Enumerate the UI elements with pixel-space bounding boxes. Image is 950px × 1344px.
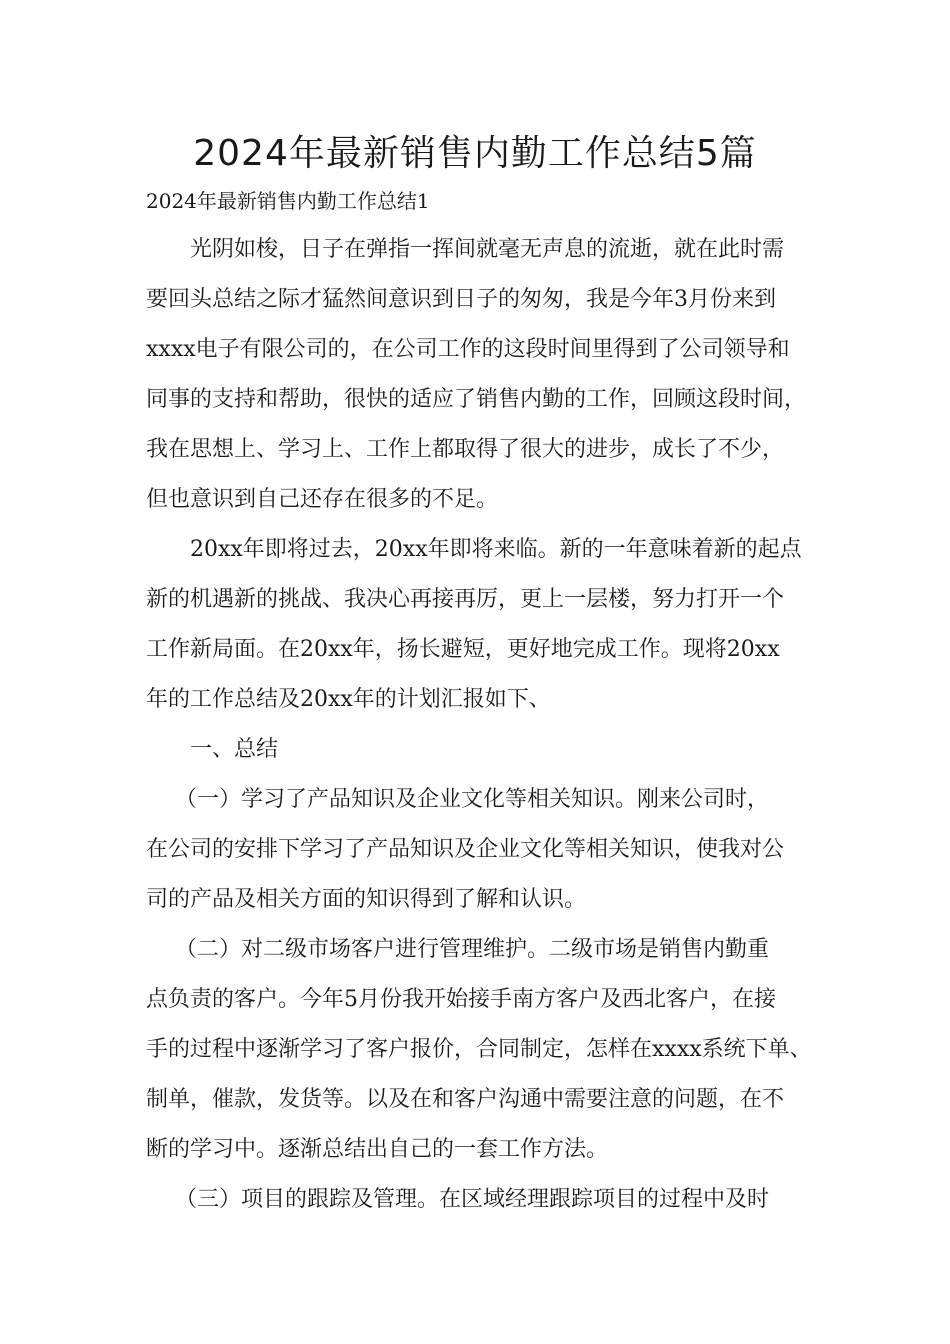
paragraph-line: 断的学习中。逐渐总结出自己的一套工作方法。 (146, 1137, 609, 1162)
paragraph-line: 年的工作总结及20xx年的计划汇报如下、 (146, 687, 551, 712)
paragraph-line: （二）对二级市场客户进行管理维护。二级市场是销售内勤重 (175, 937, 770, 962)
paragraph-line: 工作新局面。在20xx年，扬长避短，更好地完成工作。现将20xx (146, 637, 780, 662)
paragraph-line: 新的机遇新的挑战、我决心再接再厉，更上一层楼，努力打开一个 (146, 587, 785, 612)
paragraph-line: （一）学习了产品知识及企业文化等相关知识。刚来公司时， (175, 787, 770, 812)
paragraph-line: 司的产品及相关方面的知识得到了解和认识。 (146, 887, 587, 912)
paragraph-line: 手的过程中逐渐学习了客户报价，合同制定，怎样在xxxx系统下单、 (146, 1037, 812, 1062)
paragraph-line: 20xx年即将过去，20xx年即将来临。新的一年意味着新的起点 (190, 537, 802, 562)
paragraph-line: （三）项目的跟踪及管理。在区域经理跟踪项目的过程中及时 (175, 1187, 770, 1212)
document-title: 2024年最新销售内勤工作总结5篇 (193, 133, 757, 174)
section-heading: 2024年最新销售内勤工作总结1 (146, 189, 430, 213)
paragraph-line: 我在思想上、学习上、工作上都取得了很大的进步，成长了不少， (146, 437, 785, 462)
paragraph-line: 但也意识到自己还存在很多的不足。 (146, 487, 499, 512)
section-label: 一、总结 (190, 737, 279, 762)
paragraph-line: 在公司的安排下学习了产品知识及企业文化等相关知识，使我对公 (146, 837, 785, 862)
paragraph-line: 点负责的客户。今年5月份我开始接手南方客户及西北客户，在接 (146, 987, 776, 1012)
paragraph-line: 同事的支持和帮助，很快的适应了销售内勤的工作，回顾这段时间， (146, 387, 807, 412)
paragraph-line: 制单，催款，发货等。以及在和客户沟通中需要注意的问题，在不 (146, 1087, 785, 1112)
paragraph-line: 要回头总结之际才猛然间意识到日子的匆匆，我是今年3月份来到 (146, 287, 776, 312)
paragraph-line: 光阴如梭，日子在弹指一挥间就毫无声息的流逝，就在此时需 (190, 237, 785, 262)
paragraph-line: xxxx电子有限公司的，在公司工作的这段时间里得到了公司领导和 (146, 337, 790, 362)
